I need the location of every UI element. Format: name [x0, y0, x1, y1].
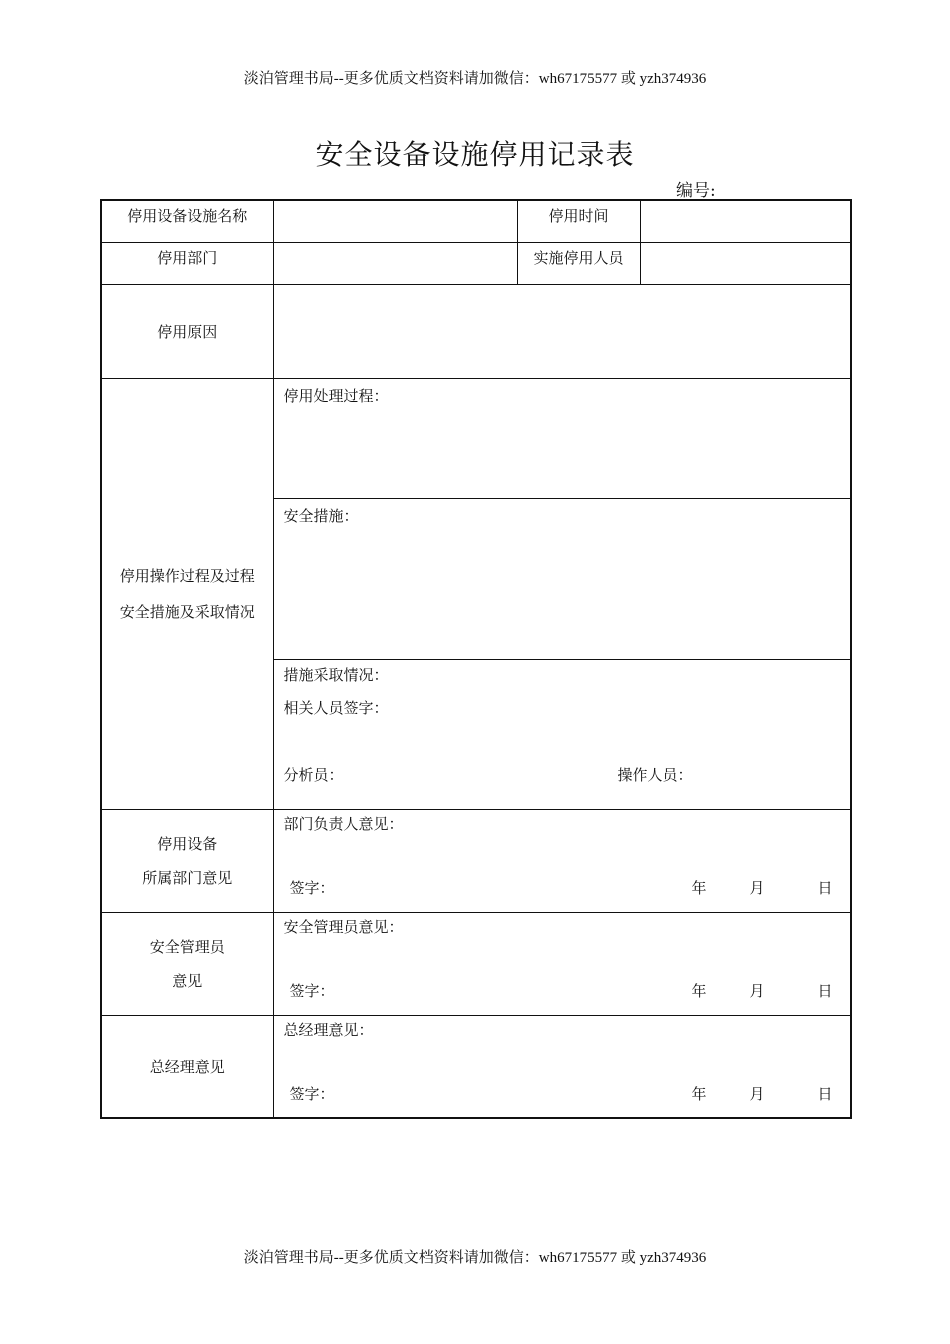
- safety-measures-field[interactable]: [273, 498, 851, 659]
- safety-officer-label-line1: 安全管理员: [149, 937, 225, 956]
- process-section-label-line1: 停用操作过程及过程: [119, 566, 255, 585]
- table-row: [101, 1015, 851, 1118]
- table-row: [101, 378, 851, 498]
- facility-name-field[interactable]: [273, 200, 517, 242]
- stop-time-field[interactable]: [640, 200, 851, 242]
- safety-officer-label: [101, 912, 273, 1015]
- year-label: 年: [691, 981, 707, 1000]
- dept-opinion-field[interactable]: [273, 809, 851, 912]
- month-label: 月: [749, 1084, 765, 1103]
- safety-officer-field[interactable]: [273, 912, 851, 1015]
- footer-note: 淡泊管理书局--更多优质文档资料请加微信：wh67175577 或 yzh374936: [243, 1250, 707, 1266]
- safety-measures-label: 安全措施：: [283, 506, 359, 525]
- signature-line: [274, 1083, 851, 1107]
- process-section-label: [101, 378, 273, 809]
- signature-label: 签字：: [289, 878, 335, 897]
- measures-taken-field[interactable]: [273, 659, 851, 809]
- year-label: 年: [691, 1084, 707, 1103]
- signature-line: [274, 877, 851, 901]
- department-label: 停用部门: [101, 242, 273, 284]
- table-row: [101, 912, 851, 1015]
- page-title: 安全设备设施停用记录表: [315, 138, 635, 171]
- table-row: [101, 809, 851, 912]
- safety-officer-opinion-label: 安全管理员意见：: [283, 917, 404, 936]
- table-row: [101, 242, 851, 284]
- operator-label: 实施停用人员: [517, 242, 640, 284]
- process-label: 停用处理过程：: [283, 386, 389, 405]
- signature-line: [274, 980, 851, 1004]
- record-form-table: [100, 199, 852, 1119]
- facility-name-label: 停用设备设施名称: [101, 200, 273, 242]
- reason-field[interactable]: [273, 284, 851, 378]
- month-label: 月: [749, 981, 765, 1000]
- stop-time-label: 停用时间: [517, 200, 640, 242]
- gm-opinion-label: 总经理意见：: [283, 1020, 374, 1039]
- process-field[interactable]: [273, 378, 851, 498]
- table-row: [101, 200, 851, 242]
- day-label: 日: [817, 981, 833, 1000]
- day-label: 日: [817, 878, 833, 897]
- gm-label: 总经理意见: [101, 1015, 273, 1118]
- signature-label: 签字：: [289, 981, 335, 1000]
- table-row: [101, 284, 851, 378]
- header-note: 淡泊管理书局--更多优质文档资料请加微信：wh67175577 或 yzh374936: [243, 71, 707, 87]
- operator-field[interactable]: [640, 242, 851, 284]
- signature-label: 签字：: [289, 1084, 335, 1103]
- measures-taken-label: 措施采取情况：: [283, 665, 389, 684]
- dept-opinion-label-line1: 停用设备: [157, 834, 218, 853]
- dept-opinion-label-line2: 所属部门意见: [142, 868, 233, 887]
- dept-opinion-label: [101, 809, 273, 912]
- process-section-label-line2: 安全措施及采取情况: [119, 602, 255, 621]
- month-label: 月: [749, 878, 765, 897]
- document-number-label: 编号:: [676, 181, 716, 201]
- analyst-label: 分析员：: [283, 765, 344, 784]
- reason-label: 停用原因: [101, 284, 273, 378]
- department-field[interactable]: [273, 242, 517, 284]
- analyst-operator-line: [274, 764, 851, 788]
- related-sign-label: 相关人员签字：: [283, 698, 389, 717]
- day-label: 日: [817, 1084, 833, 1103]
- dept-head-opinion-label: 部门负责人意见：: [283, 814, 404, 833]
- operator-staff-label: 操作人员：: [617, 765, 693, 784]
- safety-officer-label-line2: 意见: [172, 971, 203, 990]
- year-label: 年: [691, 878, 707, 897]
- gm-opinion-field[interactable]: [273, 1015, 851, 1118]
